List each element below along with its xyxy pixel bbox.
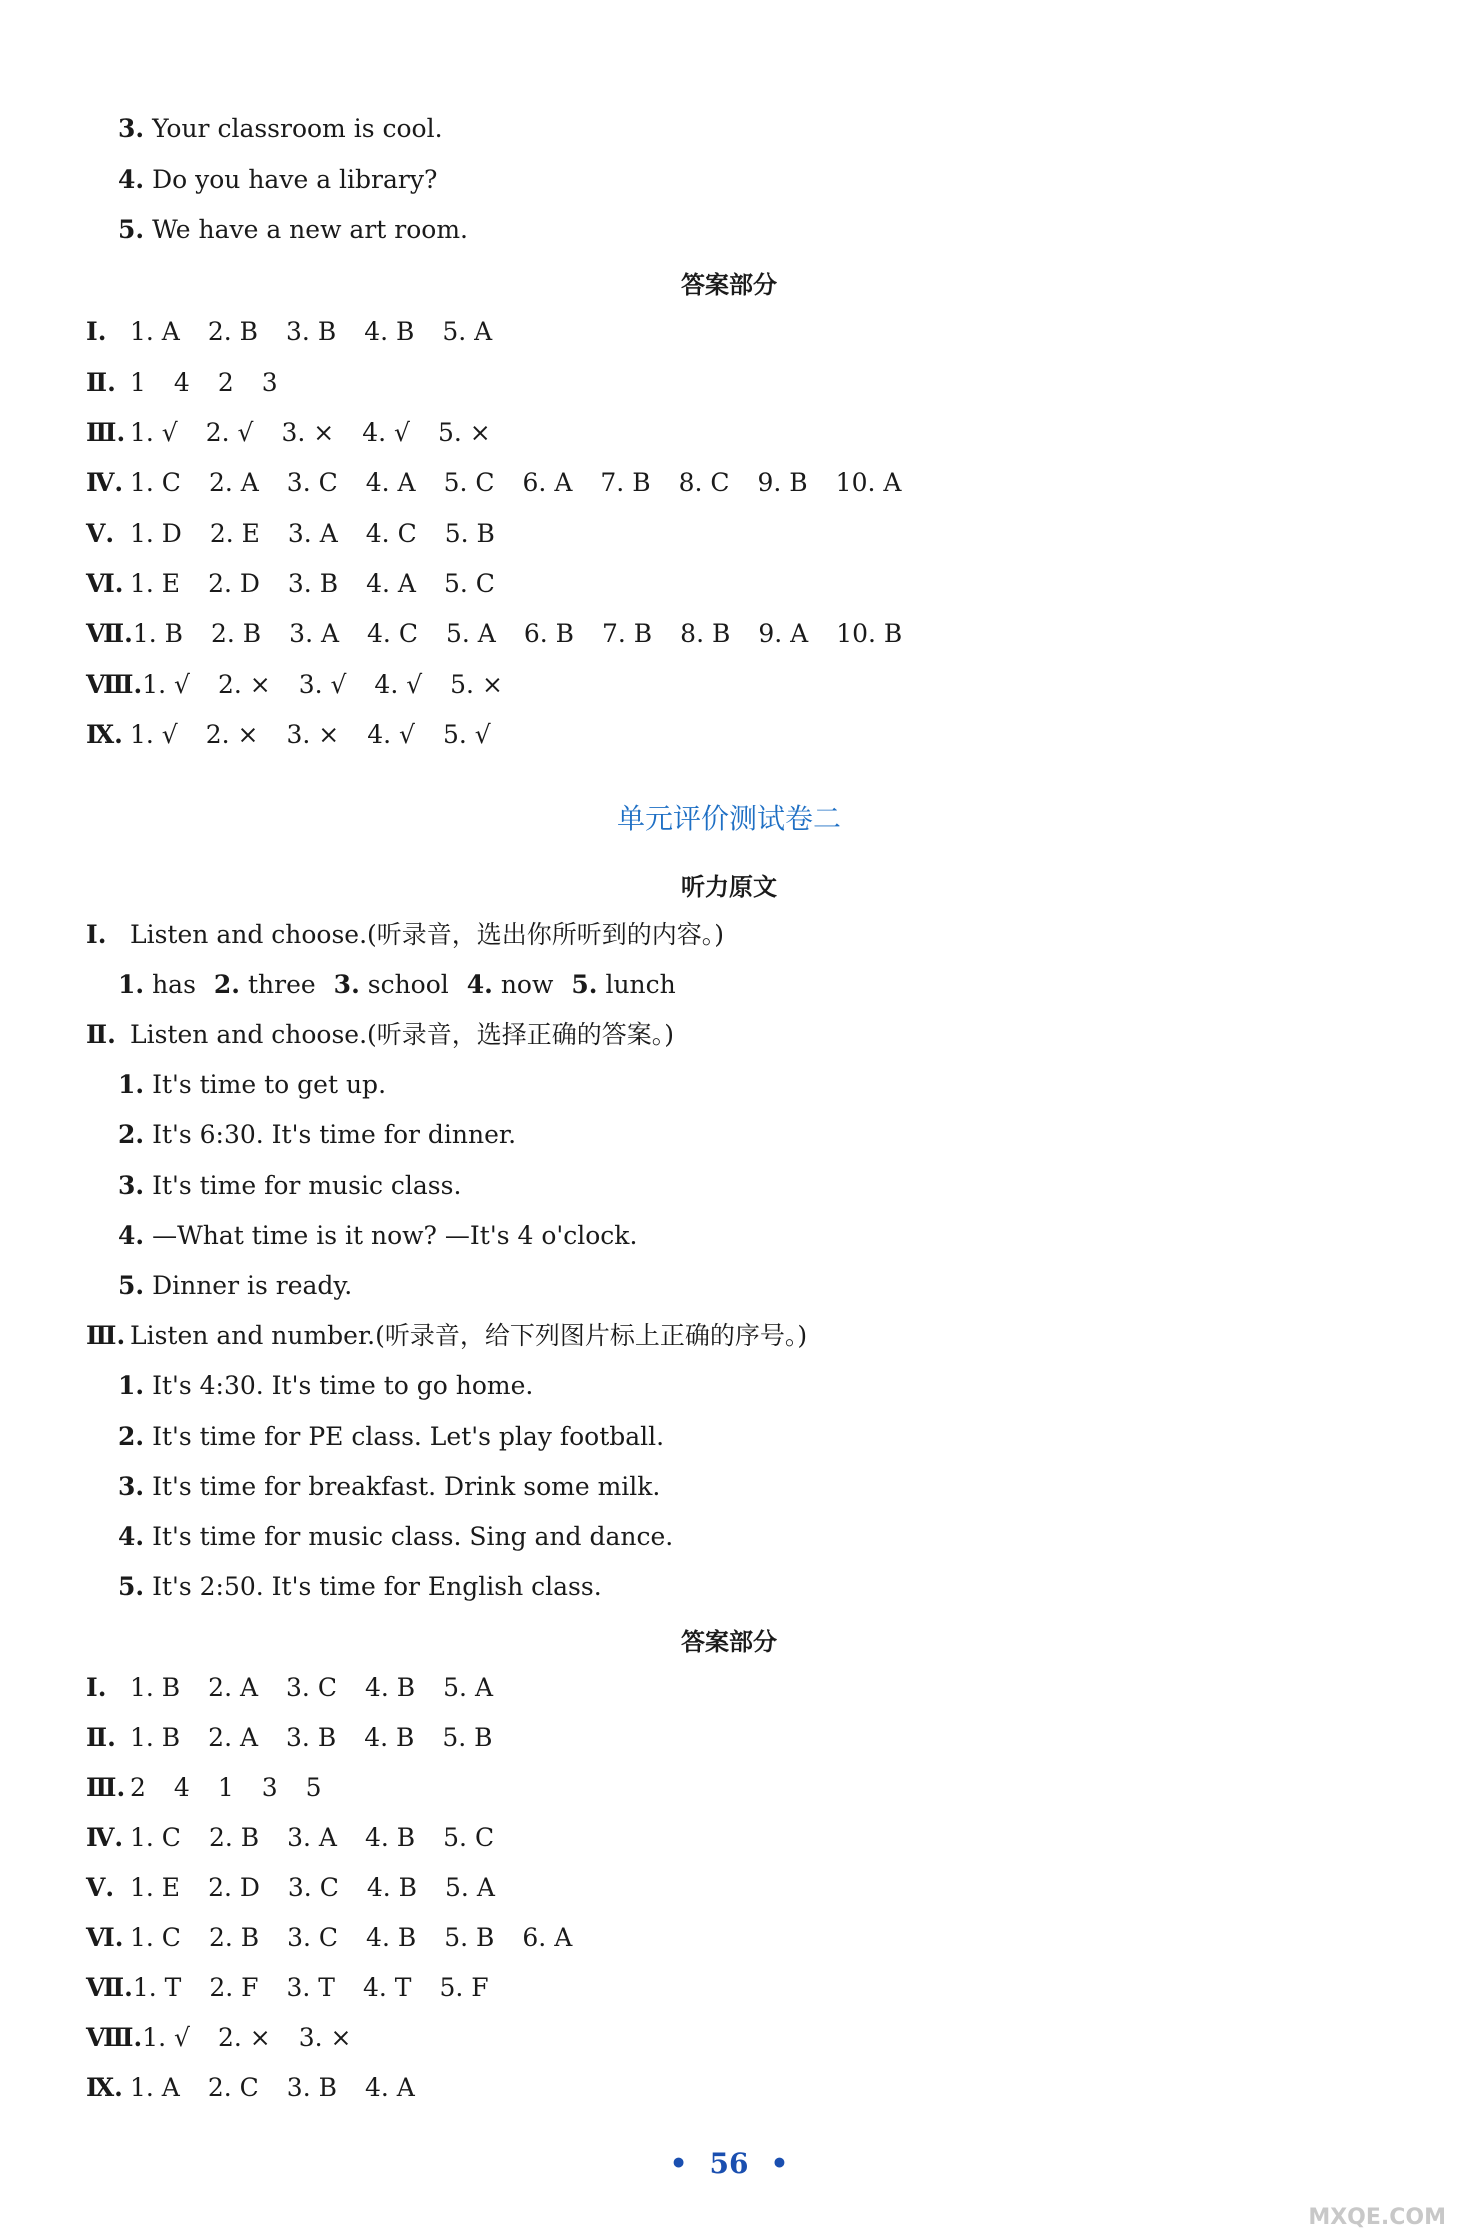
item-text: now (500, 970, 554, 999)
page-number-value: 56 (709, 2147, 749, 2180)
item-number: 2. (118, 1120, 145, 1149)
text-line (118, 1220, 637, 1252)
item-number: 4. (118, 1221, 145, 1250)
answer-item: 5. B (444, 1923, 495, 1952)
answer-item: 3 (261, 368, 278, 397)
answer-item: 1. B (130, 1723, 181, 1752)
answer-item: 1. C (130, 1823, 181, 1852)
answer-item: 4. B (364, 1723, 415, 1752)
answer-item: 2. B (211, 619, 262, 648)
bullet: • (770, 2147, 789, 2180)
answer-item: 5. C (443, 569, 495, 598)
answer-item: 4. T (362, 1973, 412, 2002)
item-text: It's time for music class. Sing and dance. (152, 1522, 674, 1551)
answer-row (86, 518, 523, 550)
item-text: three (247, 970, 316, 999)
answer-item: 3. × (286, 720, 340, 749)
answer-item: 4. B (364, 317, 415, 346)
answer-row (86, 467, 929, 499)
answer-item: 4. √ (367, 720, 415, 749)
answer-item: 10. B (836, 619, 903, 648)
answer-item: 3. √ (298, 670, 347, 699)
item-number: 5. (118, 1572, 145, 1601)
item-number: 2. (213, 970, 241, 999)
item-number: 3. (118, 114, 145, 143)
item-text: We have a new art room. (152, 215, 468, 244)
answer-row (86, 719, 519, 751)
text-line (118, 1119, 516, 1151)
answer-item: 1 (217, 1773, 234, 1802)
answer-item: 5. C (443, 1823, 495, 1852)
answer-item: 10. A (835, 468, 902, 497)
answer-item: 3. B (287, 569, 339, 598)
item-text: It's 2:50. It's time for English class. (152, 1572, 602, 1601)
answer-item: 1. √ (142, 2023, 190, 2052)
answer-item: 4. A (365, 468, 416, 497)
item-text: It's 4:30. It's time to go home. (152, 1371, 534, 1400)
section-numeral: Ⅱ. (86, 1723, 116, 1752)
item-text: Your classroom is cool. (152, 114, 443, 143)
answer-item: 3. A (287, 519, 338, 548)
answer-item: 2. √ (205, 418, 254, 447)
text-line (118, 1069, 386, 1101)
answer-item: 5. A (442, 317, 493, 346)
instruction-text: Listen and choose.(听录音，选择正确的答案。) (130, 1020, 675, 1049)
answer-row (86, 669, 531, 701)
answer-item: 4. A (366, 569, 416, 598)
answer-item: 4 (173, 368, 190, 397)
item-text: has (152, 970, 196, 999)
item-number: 5. (118, 1271, 145, 1300)
section-numeral: Ⅱ. (86, 368, 116, 397)
answer-item: 1. E (130, 569, 181, 598)
answer-item: 6. A (522, 1923, 573, 1952)
section-numeral: Ⅸ. (86, 2073, 123, 2102)
answer-row (86, 2072, 443, 2104)
section-numeral: Ⅴ. (86, 519, 115, 548)
answer-item: 9. A (758, 619, 809, 648)
item-number: 3. (333, 970, 360, 999)
answer-item: 4 (173, 1773, 190, 1802)
answer-item: 2. × (217, 670, 271, 699)
section-numeral: Ⅴ. (86, 1873, 115, 1902)
answer-item: 4. B (364, 1823, 416, 1852)
answer-item: 3. × (281, 418, 335, 447)
answer-item: 3 (261, 1773, 278, 1802)
answer-item: 1. √ (130, 720, 178, 749)
answer-item: 2 (130, 1773, 146, 1802)
answer-item: 2. × (217, 2023, 271, 2052)
answer-item: 4. B (366, 1873, 418, 1902)
answer-item: 3. C (287, 1923, 339, 1952)
section-numeral: Ⅰ. (86, 1673, 107, 1702)
watermark: MXQE.COM (1308, 2205, 1446, 2230)
answer-item: 4. A (364, 2073, 415, 2102)
bullet: • (669, 2147, 688, 2180)
section-numeral: Ⅶ. (86, 619, 133, 648)
answer-item: 3. A (287, 1823, 337, 1852)
answer-item: 5. B (444, 519, 495, 548)
word-item (118, 970, 196, 999)
text-line (118, 1571, 602, 1603)
answer-item: 4. √ (362, 418, 410, 447)
answer-item: 3. × (298, 2023, 352, 2052)
section-numeral: Ⅶ. (86, 1973, 133, 2002)
answer-item: 3. C (286, 468, 338, 497)
listening-heading: 听力原文 (681, 873, 777, 901)
section-numeral: Ⅲ. (86, 1773, 126, 1802)
item-number: 4. (466, 970, 493, 999)
answer-item: 2. A (208, 1673, 259, 1702)
answer-row (86, 568, 523, 600)
item-number: 5. (571, 970, 598, 999)
answer-item: 1. T (132, 1973, 182, 2002)
item-text: lunch (605, 970, 676, 999)
answer-item: 3. C (286, 1673, 337, 1702)
answer-item: 5. A (443, 1673, 493, 1702)
answer-item: 2. B (208, 1923, 260, 1952)
answer-item: 4. C (365, 519, 417, 548)
text-line (118, 1421, 664, 1453)
answer-item: 9. B (757, 468, 808, 497)
answer-item: 3. C (287, 1873, 339, 1902)
answer-item: 3. T (286, 1973, 335, 2002)
word-item (571, 970, 675, 999)
item-number: 3. (118, 1171, 145, 1200)
answer-row (86, 417, 519, 449)
answer-item: 1. √ (142, 670, 190, 699)
answer-item: 6. A (522, 468, 573, 497)
answer-row (86, 316, 520, 348)
answer-item: 5. B (442, 1723, 493, 1752)
text-line (118, 1370, 533, 1402)
item-text: It's time to get up. (152, 1070, 387, 1099)
section-instruction (86, 1320, 807, 1352)
text-line (118, 1170, 461, 1202)
answer-row (86, 1722, 521, 1754)
answer-row (86, 1972, 517, 2004)
answer-item: 5. √ (442, 720, 491, 749)
answer-item: 4. B (364, 1673, 416, 1702)
section-numeral: Ⅸ. (86, 720, 123, 749)
answer-item: 8. B (680, 619, 731, 648)
instruction-text: Listen and choose.(听录音，选出你所听到的内容。) (130, 920, 725, 949)
answer-item: 1. √ (130, 418, 178, 447)
item-number: 1. (118, 1371, 145, 1400)
item-number: 2. (118, 1422, 145, 1451)
answer-item: 2. × (205, 720, 259, 749)
item-text: It's time for PE class. Let's play football. (152, 1422, 665, 1451)
section-instruction (86, 1019, 674, 1051)
item-text: Do you have a library? (152, 165, 438, 194)
answer-item: 6. B (523, 619, 574, 648)
answer-item: 2. D (208, 1873, 260, 1902)
section-numeral: Ⅱ. (86, 1020, 116, 1049)
item-number: 4. (118, 165, 145, 194)
answer-item: 2. A (208, 468, 259, 497)
answer-item: 5. × (450, 670, 503, 699)
answer-item: 4. √ (374, 670, 423, 699)
answer-item: 8. C (678, 468, 730, 497)
item-text: school (367, 970, 449, 999)
answer-item: 7. B (600, 468, 651, 497)
section-numeral: Ⅳ. (86, 468, 124, 497)
text-line (118, 1471, 660, 1503)
item-number: 5. (118, 215, 145, 244)
answer-item: 5. × (437, 418, 491, 447)
text-line (118, 113, 443, 145)
answer-item: 2. B (207, 317, 259, 346)
section-numeral: Ⅵ. (86, 1923, 124, 1952)
answer-item: 1 (130, 368, 146, 397)
answer-item: 5. F (439, 1973, 489, 2002)
answer-item: 1. D (130, 519, 182, 548)
text-line (118, 214, 468, 246)
text-line (118, 164, 437, 196)
item-number: 4. (118, 1522, 145, 1551)
answer-row (86, 1772, 350, 1804)
answer-item: 4. B (366, 1923, 417, 1952)
item-text: It's time for music class. (152, 1171, 462, 1200)
section-numeral: Ⅷ. (86, 670, 143, 699)
section-numeral: Ⅵ. (86, 569, 124, 598)
item-number: 3. (118, 1472, 145, 1501)
answer-item: 7. B (602, 619, 653, 648)
answer-item: 3. B (286, 317, 337, 346)
item-text: It's time for breakfast. Drink some milk. (152, 1472, 661, 1501)
word-list (118, 969, 694, 1001)
section-numeral: Ⅲ. (86, 418, 126, 447)
text-line (118, 1521, 673, 1553)
answer-item: 3. B (286, 2073, 337, 2102)
section-numeral: Ⅰ. (86, 317, 107, 346)
answer-item: 1. C (130, 1923, 181, 1952)
instruction-text: Listen and number.(听录音，给下列图片标上正确的序号。) (130, 1321, 808, 1350)
answer-heading: 答案部分 (681, 271, 777, 299)
item-text: Dinner is ready. (152, 1271, 353, 1300)
answer-item: 2. C (207, 2073, 259, 2102)
answer-item: 2. F (209, 1973, 259, 2002)
answer-item: 4. C (367, 619, 418, 648)
answer-item: 2 (217, 368, 234, 397)
answer-item: 1. B (130, 1673, 181, 1702)
answer-item: 2. D (208, 569, 260, 598)
item-number: 1. (118, 970, 145, 999)
answer-item: 1. A (130, 317, 180, 346)
word-item (467, 970, 554, 999)
text-line (118, 1270, 352, 1302)
unit-title: 单元评价测试卷二 (616, 802, 841, 835)
answer-item: 3. A (289, 619, 340, 648)
answer-row (86, 1872, 523, 1904)
answer-item: 1. C (130, 468, 181, 497)
item-number: 1. (118, 1070, 145, 1099)
item-text: It's 6:30. It's time for dinner. (152, 1120, 517, 1149)
answer-item: 2. E (209, 519, 260, 548)
answer-row (86, 1672, 521, 1704)
item-text: —What time is it now? —It's 4 o'clock. (152, 1221, 638, 1250)
answer-item: 1. E (130, 1873, 181, 1902)
answer-item: 5. C (443, 468, 495, 497)
section-instruction (86, 919, 724, 951)
answer-row (86, 1822, 522, 1854)
answer-item: 1. B (132, 619, 183, 648)
answer-row (86, 2022, 379, 2054)
answer-item: 3. B (286, 1723, 337, 1752)
answer-item: 2. A (208, 1723, 259, 1752)
answer-item: 5 (305, 1773, 322, 1802)
answer-heading: 答案部分 (681, 1628, 777, 1656)
word-item (334, 970, 449, 999)
word-item (214, 970, 316, 999)
answer-item: 2. B (208, 1823, 260, 1852)
section-numeral: Ⅲ. (86, 1321, 126, 1350)
answer-row (86, 618, 930, 650)
answer-item: 5. A (445, 1873, 495, 1902)
section-numeral: Ⅰ. (86, 920, 107, 949)
answer-row (86, 367, 306, 399)
answer-item: 5. A (445, 619, 496, 648)
answer-item: 1. A (130, 2073, 180, 2102)
page-number (0, 2147, 1458, 2180)
answer-row (86, 1922, 600, 1954)
section-numeral: Ⅳ. (86, 1823, 124, 1852)
section-numeral: Ⅷ. (86, 2023, 143, 2052)
